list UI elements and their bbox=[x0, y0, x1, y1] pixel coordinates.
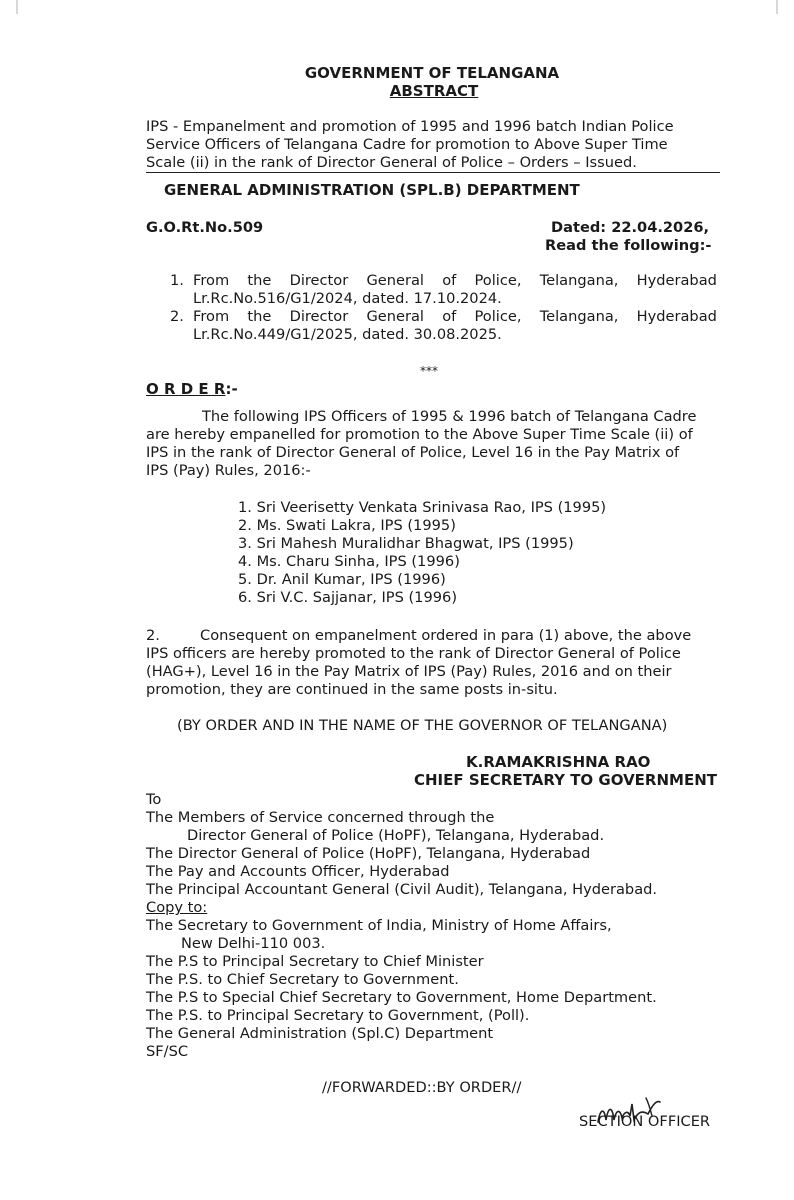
officer-item: 1. Sri Veerisetty Venkata Srinivasa Rao, IPS (1995) bbox=[238, 499, 607, 516]
copy-line: The P.S to Special Chief Secretary to Government, Home Department. bbox=[146, 989, 657, 1006]
para2-number: 2. bbox=[146, 627, 160, 644]
reference-item bbox=[193, 308, 717, 344]
reference-item bbox=[193, 272, 717, 308]
order-heading: O R D E R:- bbox=[146, 380, 238, 398]
subject-line: Service Officers of Telangana Cadre for promotion to Above Super Time bbox=[146, 136, 668, 153]
copy-line: The P.S. to Principal Secretary to Government, (Poll). bbox=[146, 1007, 530, 1024]
abstract-heading: ABSTRACT bbox=[389, 82, 479, 100]
to-label: To bbox=[146, 791, 162, 808]
reference-number: 2. bbox=[170, 308, 184, 325]
go-number: G.O.Rt.No.509 bbox=[146, 219, 264, 236]
copy-line: The Secretary to Government of India, Ministry of Home Affairs, bbox=[146, 917, 612, 934]
para2-line: Consequent on empanelment ordered in para (1) above, the above bbox=[200, 627, 692, 644]
subject-divider bbox=[146, 172, 720, 173]
officer-item: 6. Sri V.C. Sajjanar, IPS (1996) bbox=[238, 589, 458, 606]
order-para-line: are hereby empanelled for promotion to the Above Super Time Scale (ii) of bbox=[146, 426, 693, 443]
recipient-line: The Principal Accountant General (Civil Audit), Telangana, Hyderabad. bbox=[146, 881, 658, 898]
section-officer-label: SECTION OFFICER bbox=[579, 1113, 711, 1130]
subject-line: Scale (ii) in the rank of Director General of Police – Orders – Issued. bbox=[146, 154, 637, 171]
copy-to-label: Copy to: bbox=[146, 899, 208, 916]
recipient-line: The Pay and Accounts Officer, Hyderabad bbox=[146, 863, 450, 880]
read-following: Read the following:- bbox=[545, 237, 712, 254]
reference-number: 1. bbox=[170, 272, 184, 289]
order-para-line: IPS (Pay) Rules, 2016:- bbox=[146, 462, 311, 479]
department-title: GENERAL ADMINISTRATION (SPL.B) DEPARTMENT bbox=[164, 181, 580, 199]
government-title: GOVERNMENT OF TELANGANA bbox=[304, 64, 560, 82]
officer-list bbox=[238, 499, 606, 607]
officer-item: 2. Ms. Swati Lakra, IPS (1995) bbox=[238, 517, 456, 534]
subject-block bbox=[146, 118, 720, 172]
officer-item: 4. Ms. Charu Sinha, IPS (1996) bbox=[238, 553, 460, 570]
signatory-title: CHIEF SECRETARY TO GOVERNMENT bbox=[414, 771, 717, 789]
para2-line: (HAG+), Level 16 in the Pay Matrix of IPS (Pay) Rules, 2016 and on their bbox=[146, 663, 672, 680]
order-para-line: The following IPS Officers of 1995 & 1996 batch of Telangana Cadre bbox=[202, 408, 697, 425]
subject-line: IPS - Empanelment and promotion of 1995 and 1996 batch Indian Police bbox=[146, 118, 674, 135]
recipient-line: The Members of Service concerned through the bbox=[146, 809, 495, 826]
reference-letter: Lr.Rc.No.449/G1/2025, dated. 30.08.2025. bbox=[193, 326, 502, 343]
reference-line: From the Director General of Police, Telangana, Hyderabad bbox=[193, 272, 717, 289]
para2-line: IPS officers are hereby promoted to the rank of Director General of Police bbox=[146, 645, 681, 662]
copy-line: The General Administration (Spl.C) Department bbox=[146, 1025, 494, 1042]
copy-line: The P.S to Principal Secretary to Chief Minister bbox=[146, 953, 484, 970]
para2-line: promotion, they are continued in the same posts in-situ. bbox=[146, 681, 558, 698]
forwarded-line: //FORWARDED::BY ORDER// bbox=[322, 1079, 522, 1096]
file-reference: SF/SC bbox=[146, 1043, 189, 1060]
governor-line: (BY ORDER AND IN THE NAME OF THE GOVERNOR OF TELANGANA) bbox=[177, 717, 668, 734]
reference-line: From the Director General of Police, Telangana, Hyderabad bbox=[193, 308, 717, 325]
recipient-line: The Director General of Police (HoPF), Telangana, Hyderabad bbox=[146, 845, 591, 862]
copy-line: New Delhi-110 003. bbox=[181, 935, 326, 952]
order-para-line: IPS in the rank of Director General of Police, Level 16 in the Pay Matrix of bbox=[146, 444, 680, 461]
recipient-line: Director General of Police (HoPF), Telangana, Hyderabad. bbox=[187, 827, 605, 844]
separator-stars: *** bbox=[420, 364, 438, 378]
copy-line: The P.S. to Chief Secretary to Government. bbox=[146, 971, 459, 988]
reference-letter: Lr.Rc.No.516/G1/2024, dated. 17.10.2024. bbox=[193, 290, 502, 307]
officer-item: 5. Dr. Anil Kumar, IPS (1996) bbox=[238, 571, 446, 588]
signatory-name: K.RAMAKRISHNA RAO bbox=[466, 753, 651, 771]
officer-item: 3. Sri Mahesh Muralidhar Bhagwat, IPS (1995) bbox=[238, 535, 574, 552]
go-date: Dated: 22.04.2026, bbox=[551, 219, 710, 236]
